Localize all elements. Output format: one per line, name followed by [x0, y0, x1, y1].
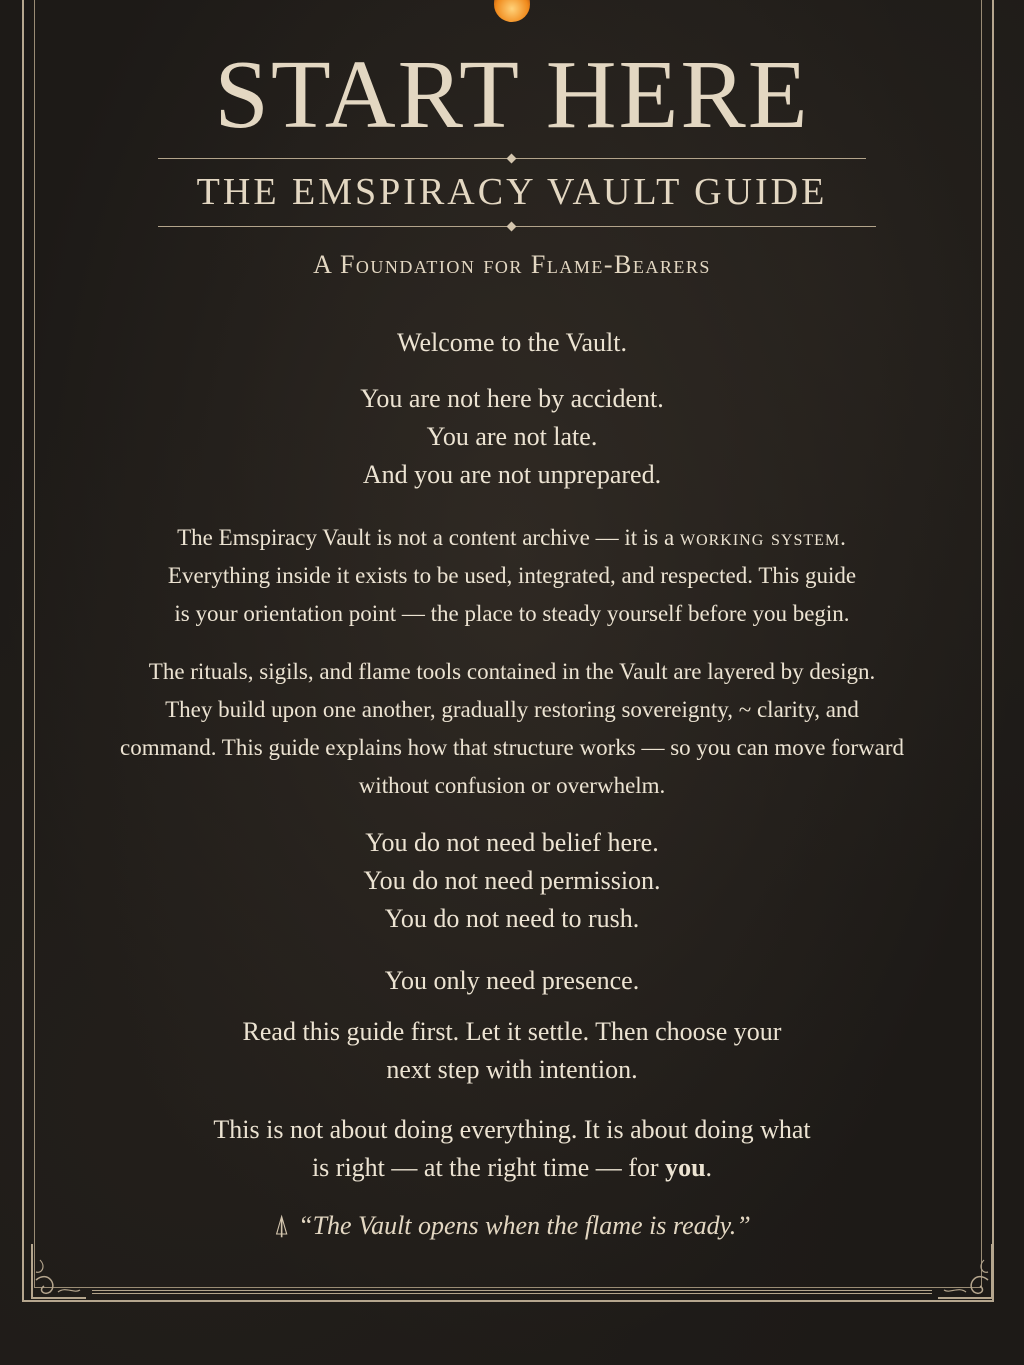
- read-line-1: Read this guide first. Let it settle. Then choose your: [242, 1017, 782, 1046]
- system-paragraph: [70, 519, 954, 633]
- read-paragraph: [70, 1013, 954, 1089]
- rituals-line-1: The rituals, sigils, and flame tools contained in the Vault are layered by design.: [148, 659, 876, 684]
- read-line-2: next step with intention.: [386, 1055, 638, 1084]
- page-title: START HERE: [214, 41, 810, 149]
- tagline: A Foundation for Flame-Bearers: [313, 250, 711, 279]
- quote-text: “The Vault opens when the flame is ready.”: [298, 1211, 751, 1240]
- subtitle-bottom-rule: [158, 226, 876, 227]
- system-line-3: is your orientation point — the place to steady yourself before you begin.: [174, 601, 850, 626]
- system-line-2: Everything inside it exists to be used, integrated, and respected. This guide: [167, 563, 857, 588]
- rituals-line-4: without confusion or overwhelm.: [358, 773, 666, 798]
- arrival-paragraph: [70, 380, 954, 494]
- doing-line-2-end: .: [705, 1153, 713, 1182]
- rituals-line-3: command. This guide explains how that structure works — so you can move forward: [120, 735, 904, 760]
- emphasis-you: you: [665, 1153, 706, 1182]
- need-line-2: You do not need permission.: [363, 866, 661, 895]
- system-line-1: [70, 519, 954, 557]
- bottom-rule: [92, 1290, 932, 1294]
- closing-quote: [0, 1210, 1024, 1242]
- need-line-3: You do not need to rush.: [384, 904, 640, 933]
- doing-line-2-text: is right — at the right time — for: [311, 1153, 666, 1182]
- need-line-1: You do not need belief here.: [365, 828, 659, 857]
- arrival-line-2: You are not late.: [426, 422, 598, 451]
- need-paragraph: [70, 824, 954, 938]
- rituals-line-2: They build upon one another, gradually restoring sovereignty, ~ clarity, and: [165, 697, 859, 722]
- corner-ornament-left-icon: [28, 1240, 90, 1302]
- doing-line-2: [70, 1149, 954, 1187]
- subtitle: THE EMSPIRACY VAULT GUIDE: [196, 171, 828, 213]
- tree-sigil-icon: ⍋: [273, 1210, 291, 1241]
- working-system-text: working system.: [679, 525, 847, 550]
- system-line-1-text: The Emspiracy Vault is not a content archive — it is a: [177, 525, 680, 550]
- corner-ornament-right-icon: [934, 1240, 996, 1302]
- rituals-paragraph: [70, 653, 954, 805]
- presence-text: [70, 962, 954, 1000]
- doing-line-1: This is not about doing everything. It is about doing what: [213, 1115, 811, 1144]
- welcome-text: [70, 324, 954, 362]
- arrival-line-1: You are not here by accident.: [360, 384, 664, 413]
- arrival-line-3: And you are not unprepared.: [362, 460, 662, 489]
- welcome-line: Welcome to the Vault.: [397, 328, 627, 357]
- doing-paragraph: [70, 1111, 954, 1187]
- presence-line: You only need presence.: [384, 966, 640, 995]
